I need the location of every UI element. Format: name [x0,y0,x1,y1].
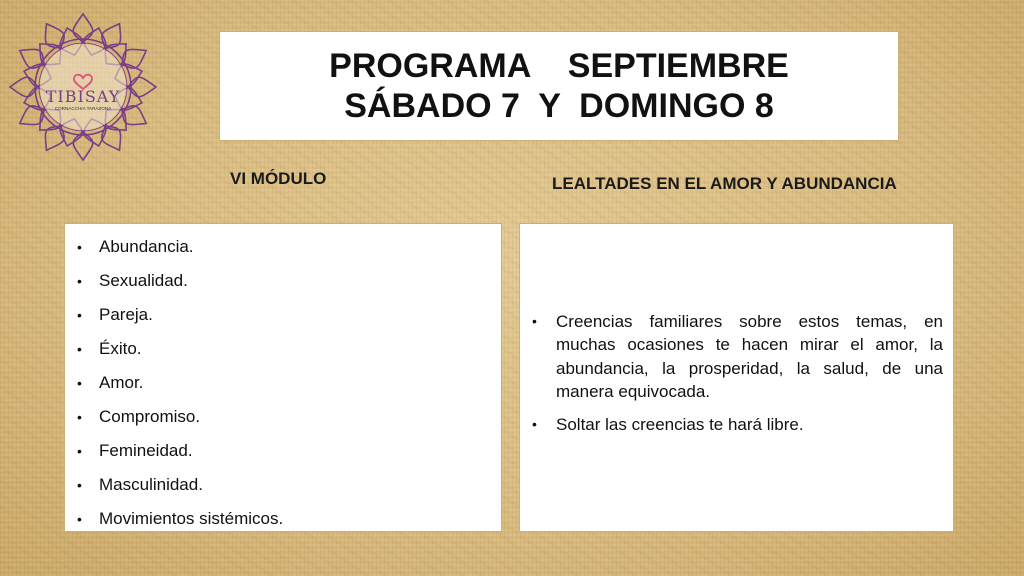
bullet-icon: • [77,443,82,459]
list-item-text: Abundancia. [99,237,194,256]
bullet-icon: • [77,511,82,527]
list-item [75,434,493,468]
title-box [219,31,899,141]
list-item-text: Éxito. [99,339,142,358]
bullet-icon: • [77,477,82,493]
list-item [530,310,943,404]
list-item [75,502,493,536]
bullet-icon: • [77,375,82,391]
list-item [75,366,493,400]
list-item [530,413,943,437]
bullet-icon: • [77,239,82,255]
list-item [75,264,493,298]
list-item-text: Creencias familiares sobre estos temas, en muchas ocasiones te hacen mirar el amor, la abundancia, la prosperidad, la salud, de una manera equivocada. [556,311,943,402]
right-bullet-list [530,310,943,446]
left-column-heading: VI MÓDULO [230,169,327,188]
list-item [75,400,493,434]
list-item-text: Sexualidad. [99,271,188,290]
list-item [75,298,493,332]
bullet-icon: • [77,307,82,323]
list-item-text: Movimientos sistémicos. [99,509,284,528]
list-item-text: Amor. [99,373,144,392]
bullet-icon: • [77,273,82,289]
bullet-icon: • [77,341,82,357]
list-item-text: Compromiso. [99,407,201,426]
left-bullet-list [75,230,493,536]
tibisay-logo [8,12,158,162]
list-item-text: Soltar las creencias te hará libre. [556,414,804,434]
list-item [75,230,493,264]
title-line-2: SÁBADO 7 Y DOMINGO 8 [344,87,774,125]
logo-brand: TIBISAY [45,87,121,106]
bullet-icon: • [532,415,537,432]
bullet-icon: • [77,409,82,425]
list-item [75,468,493,502]
title-line-1: PROGRAMA SEPTIEMBRE [329,47,789,85]
list-item [75,332,493,366]
list-item-text: Pareja. [99,305,153,324]
list-item-text: Femineidad. [99,441,193,460]
logo-subtitle: CORNACCHIA TARAZONA [54,106,112,111]
right-column-heading: LEALTADES EN EL AMOR Y ABUNDANCIA [552,174,897,193]
list-item-text: Masculinidad. [99,475,203,494]
left-panel [64,223,502,532]
bullet-icon: • [532,312,537,329]
right-panel [519,223,954,532]
